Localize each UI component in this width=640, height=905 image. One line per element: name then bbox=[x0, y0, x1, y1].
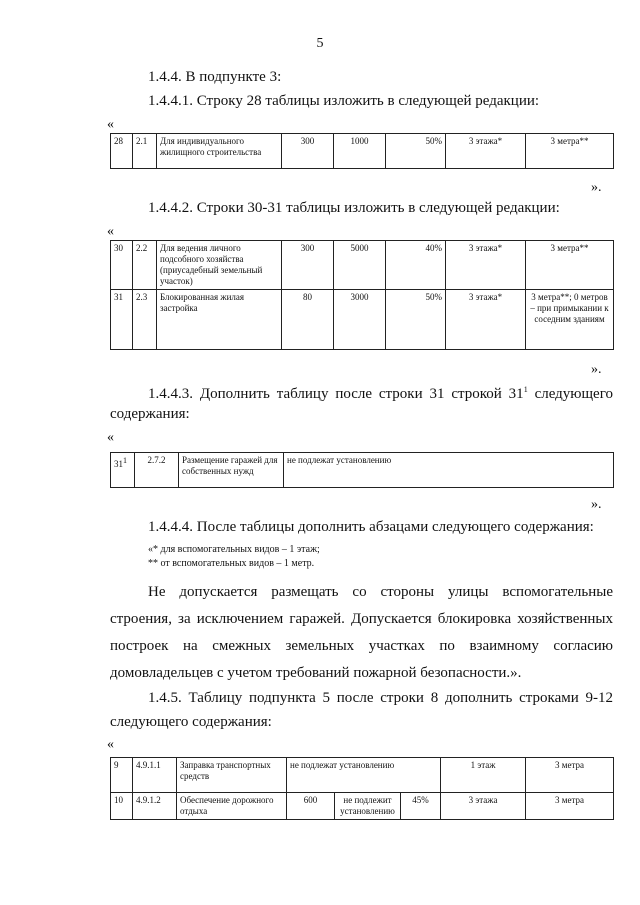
cell-num: 31 bbox=[111, 290, 133, 350]
cell-indent: 3 метра bbox=[526, 758, 614, 793]
table-row-31-1 bbox=[110, 452, 614, 488]
close-quote: ». bbox=[591, 362, 602, 377]
cell-indent: 3 метра bbox=[526, 793, 614, 820]
cell-indent: 3 метра** bbox=[526, 241, 614, 290]
cell-min-area: 300 bbox=[282, 134, 334, 169]
cell-code: 2.3 bbox=[133, 290, 157, 350]
paragraph-body-line3: построек на смежных земельных участках по взаимному согласию bbox=[110, 638, 613, 654]
paragraph-1-4-4-3-text: 1.4.4.3. Дополнить таблицу после строки 31 строкой 31 bbox=[148, 386, 524, 402]
cell-indent: 3 метра** bbox=[526, 134, 614, 169]
paragraph-body-line1: Не допускается размещать со стороны улицы вспомогательные bbox=[148, 584, 613, 600]
cell-num-text: 31 bbox=[114, 459, 123, 469]
cell-max-area: 5000 bbox=[334, 241, 386, 290]
cell-name: Обеспечение дорожного отдыха bbox=[177, 793, 287, 820]
cell-num: 28 bbox=[111, 134, 133, 169]
cell-percent: 40% bbox=[386, 241, 446, 290]
cell-indent: 3 метра**; 0 метров – при примыкании к соседним зданиям bbox=[526, 290, 614, 350]
open-quote: « bbox=[107, 117, 114, 132]
paragraph-1-4-5-line2: следующего содержания: bbox=[110, 714, 272, 730]
cell-name: Для ведения личного подсобного хозяйства (приусадебный земельный участок) bbox=[157, 241, 282, 290]
table-row bbox=[111, 793, 614, 820]
table-rows-30-31 bbox=[110, 240, 614, 350]
paragraph-1-4-5-line1: 1.4.5. Таблицу подпункта 5 после строки 8 дополнить строками 9-12 bbox=[148, 690, 613, 706]
paragraph-body-line4: домовладельцев с учетом требований пожарной безопасности.». bbox=[110, 665, 522, 681]
cell-max-area: 1000 bbox=[334, 134, 386, 169]
cell-code: 2.7.2 bbox=[135, 453, 179, 488]
cell-num bbox=[111, 453, 135, 488]
cell-min-area: 80 bbox=[282, 290, 334, 350]
paragraph-1-4-4-4: 1.4.4.4. После таблицы дополнить абзацами следующего содержания: bbox=[148, 519, 594, 535]
paragraph-1-4-4-3-line2: содержания: bbox=[110, 406, 190, 422]
cell-num: 30 bbox=[111, 241, 133, 290]
table-rows-9-10 bbox=[110, 757, 614, 820]
cell-num: 10 bbox=[111, 793, 133, 820]
footnote-2: ** от вспомогательных видов – 1 метр. bbox=[148, 558, 315, 569]
open-quote: « bbox=[107, 430, 114, 445]
cell-code: 4.9.1.1 bbox=[133, 758, 177, 793]
table-row bbox=[111, 290, 614, 350]
cell-min-area: 600 bbox=[287, 793, 335, 820]
cell-code: 2.2 bbox=[133, 241, 157, 290]
cell-max-area: 3000 bbox=[334, 290, 386, 350]
paragraph-body-line2: строения, за исключением гаражей. Допускается блокировка хозяйственных bbox=[110, 611, 613, 627]
table-row bbox=[111, 453, 614, 488]
table-row bbox=[111, 758, 614, 793]
cell-floors: 3 этажа* bbox=[446, 290, 526, 350]
cell-merged-value: не подлежат установлению bbox=[287, 758, 441, 793]
superscript-1: 1 bbox=[123, 456, 127, 465]
cell-percent: 50% bbox=[386, 290, 446, 350]
close-quote: ». bbox=[591, 497, 602, 512]
table-row bbox=[111, 241, 614, 290]
table-row-28 bbox=[110, 133, 614, 169]
close-quote: ». bbox=[591, 180, 602, 195]
cell-min-area: 300 bbox=[282, 241, 334, 290]
cell-num: 9 bbox=[111, 758, 133, 793]
cell-name: Для индивидуального жилищного строительства bbox=[157, 134, 282, 169]
table-row bbox=[111, 134, 614, 169]
cell-max-area: не подлежит установлению bbox=[335, 793, 401, 820]
cell-value: не подлежат установлению bbox=[284, 453, 614, 488]
cell-code: 4.9.1.2 bbox=[133, 793, 177, 820]
open-quote: « bbox=[107, 737, 114, 752]
paragraph-1-4-4-1: 1.4.4.1. Строку 28 таблицы изложить в следующей редакции: bbox=[148, 93, 540, 109]
cell-floors: 3 этажа* bbox=[446, 241, 526, 290]
paragraph-1-4-4-3-suffix: следующего bbox=[527, 386, 613, 402]
paragraph-1-4-4-3 bbox=[148, 380, 613, 404]
cell-name: Размещение гаражей для собственных нужд bbox=[179, 453, 284, 488]
paragraph-1-4-4-2: 1.4.4.2. Строки 30-31 таблицы изложить в следующей редакции: bbox=[148, 200, 560, 216]
cell-percent: 50% bbox=[386, 134, 446, 169]
cell-percent: 45% bbox=[401, 793, 441, 820]
cell-floors: 3 этажа* bbox=[446, 134, 526, 169]
cell-code: 2.1 bbox=[133, 134, 157, 169]
cell-floors: 3 этажа bbox=[441, 793, 526, 820]
open-quote: « bbox=[107, 224, 114, 239]
superscript-1: 1 bbox=[523, 385, 528, 394]
page-number: 5 bbox=[316, 36, 324, 51]
cell-floors: 1 этаж bbox=[441, 758, 526, 793]
cell-name: Заправка транспортных средств bbox=[177, 758, 287, 793]
paragraph-1-4-4: 1.4.4. В подпункте 3: bbox=[148, 69, 282, 85]
cell-name: Блокированная жилая застройка bbox=[157, 290, 282, 350]
footnote-1: «* для вспомогательных видов – 1 этаж; bbox=[148, 544, 320, 555]
